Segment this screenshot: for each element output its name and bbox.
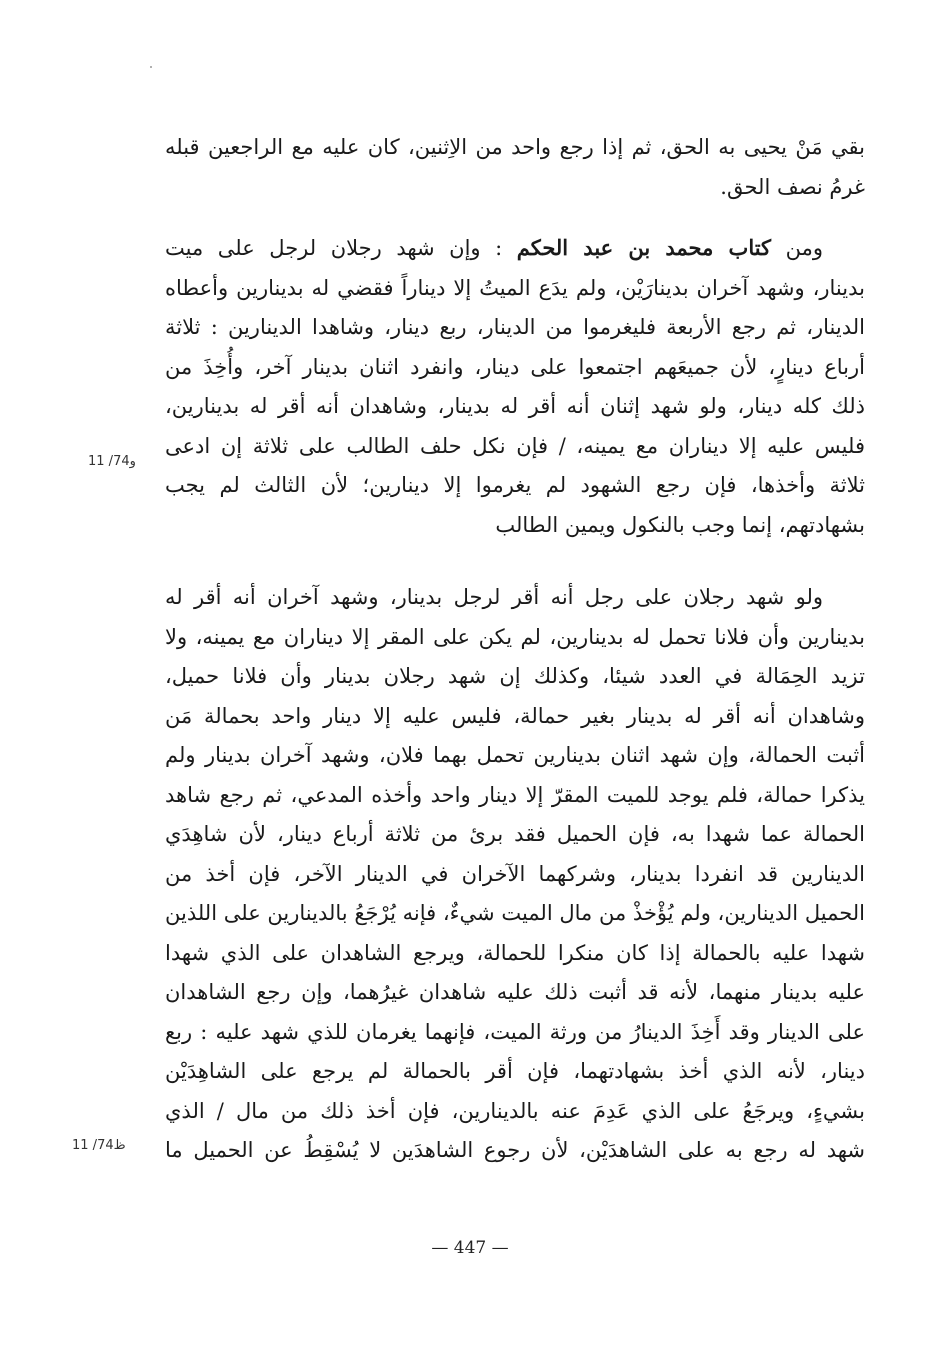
text-line: بشهادتهم، إنما وجب بالنكول ويمين الطالب xyxy=(495,512,865,537)
text-line: وشاهدان أنه أقر له بدينار بغير حمالة، فليس عليه إلا دينار واحد بحمالة مَن xyxy=(165,703,865,728)
text-line: بشيءٍ، ويرجَعُ على الذي عَدِمَ عنه بالدينارين، فإن أخذ ذلك من مال / الذي xyxy=(165,1098,865,1123)
text-line: الحميل الدينارين، ولم يُؤْخذْ من مال الميت شيءٌ، فإنه يُرْجَعُ بالدينارين على اللذين xyxy=(165,901,865,925)
text-line: عليه بدينار منهما، لأنه قد أثبت ذلك عليه شاهدان غيرُهما، وإن رجع الشاهدان xyxy=(165,980,865,1004)
paragraph-2 xyxy=(165,228,865,545)
margin-folio-note: ظ74/ 11 xyxy=(72,1138,126,1153)
text-line: على الدينار وقد أَخِذَ الدينارُ من ورثة الميت، فإنهما يغرمان للذي شهد عليه : ربع xyxy=(165,1019,865,1044)
text-line: يذكرا حمالة، فلم يوجد للميت المقرّ إلا دينار واحد وأخذه المدعي، ثم رجع شاهد xyxy=(165,782,865,807)
text-line: بدينارين وأن فلانا تحمل له بدينارين، لم يكن على المقر إلا ديناران مع يمينه، ولا xyxy=(165,624,865,649)
paragraph-1 xyxy=(165,128,865,207)
text-line: فليس عليه إلا ديناران مع يمينه، / فإن نكل حلف الطالب على ثلاثة إن ادعى xyxy=(165,433,865,458)
page-number: — 447 — xyxy=(431,1238,509,1258)
text-line: ذلك كله دينار، ولو شهد إثنان أنه أقر له بدينار، وشاهدان أنه أقر له بدينارين، xyxy=(165,394,865,418)
text-line: ثلاثة وأخذها، فإن رجع الشهود لم يغرموا إلا دينارين؛ لأن الثالث لم يجب xyxy=(165,473,865,497)
margin-folio-note: و74/ 11 xyxy=(88,454,136,469)
text-line: شهدا عليه بالحمالة إذا كان منكرا للحمالة، ويرجع الشاهدان على الذي شهدا xyxy=(165,940,865,965)
text-line: دينار، لأنه الذي أخذ بشهادتهما، فإن أقر بالحمالة لم يرجع على الشاهِدَيْن xyxy=(165,1059,865,1083)
text-line: ولو شهد رجلان على رجل أنه أقر لرجل بدينار، وشهد آخران أنه أقر له xyxy=(165,585,823,609)
text-line: بقي مَنْ يحيى به الحق، ثم إذا رجع واحد من الاِثنين، كان عليه مع الراجعين قبله xyxy=(165,135,865,159)
source-title: كتاب محمد بن عبد الحكم xyxy=(516,235,772,260)
text-line-lead xyxy=(165,228,865,269)
text-line: شهد له رجع به على الشاهدَيْن، لأن رجوع الشاهدَين لا يُسْقِطُ عن الحميل ما xyxy=(165,1138,865,1162)
text-line: أرباع دينارٍ، لأن جميعَهم اجتمعوا على دينار، وانفرد اثنان بدينار آخر، وأُخِذَ من xyxy=(165,354,865,379)
text-line: غرمُ نصف الحق. xyxy=(720,174,865,199)
paragraph-3 xyxy=(165,578,865,1171)
text-line: الدينارين قد انفردا بدينار، وشركهما الآخران في الدينار الآخر، فإن أخذ من xyxy=(165,861,865,886)
lead-prefix: ومن xyxy=(785,236,824,260)
text-line: الدينار، ثم رجع الأربعة فليغرموا من الدينار، ربع دينار، وشاهدا الدينارين : ثلاثة xyxy=(165,315,865,339)
text-line: بدينار، وشهد آخران بدينارَيْن، ولم يدَع الميتُ إلا ديناراً فقضي له بدينارين وأعطاه xyxy=(165,275,865,300)
text-line: الحمالة عما شهدا به، فإن الحميل فقد برئ من ثلاثة أرباع دينار، لأن شاهِدَي xyxy=(165,822,865,846)
lead-rest: : وإن شهد رجلان لرجل على ميت xyxy=(165,236,503,260)
scan-speck xyxy=(150,66,152,68)
text-line: أثبت الحمالة، وإن شهد اثنان بدينارين تحمل بهما فلان، وشهد آخران بدينار ولم xyxy=(165,743,865,767)
text-line: تزيد الحِمَالة في العدد شيئا، وكذلك إن شهد رجلان بدينار وأن فلانا حميل، xyxy=(165,664,865,688)
